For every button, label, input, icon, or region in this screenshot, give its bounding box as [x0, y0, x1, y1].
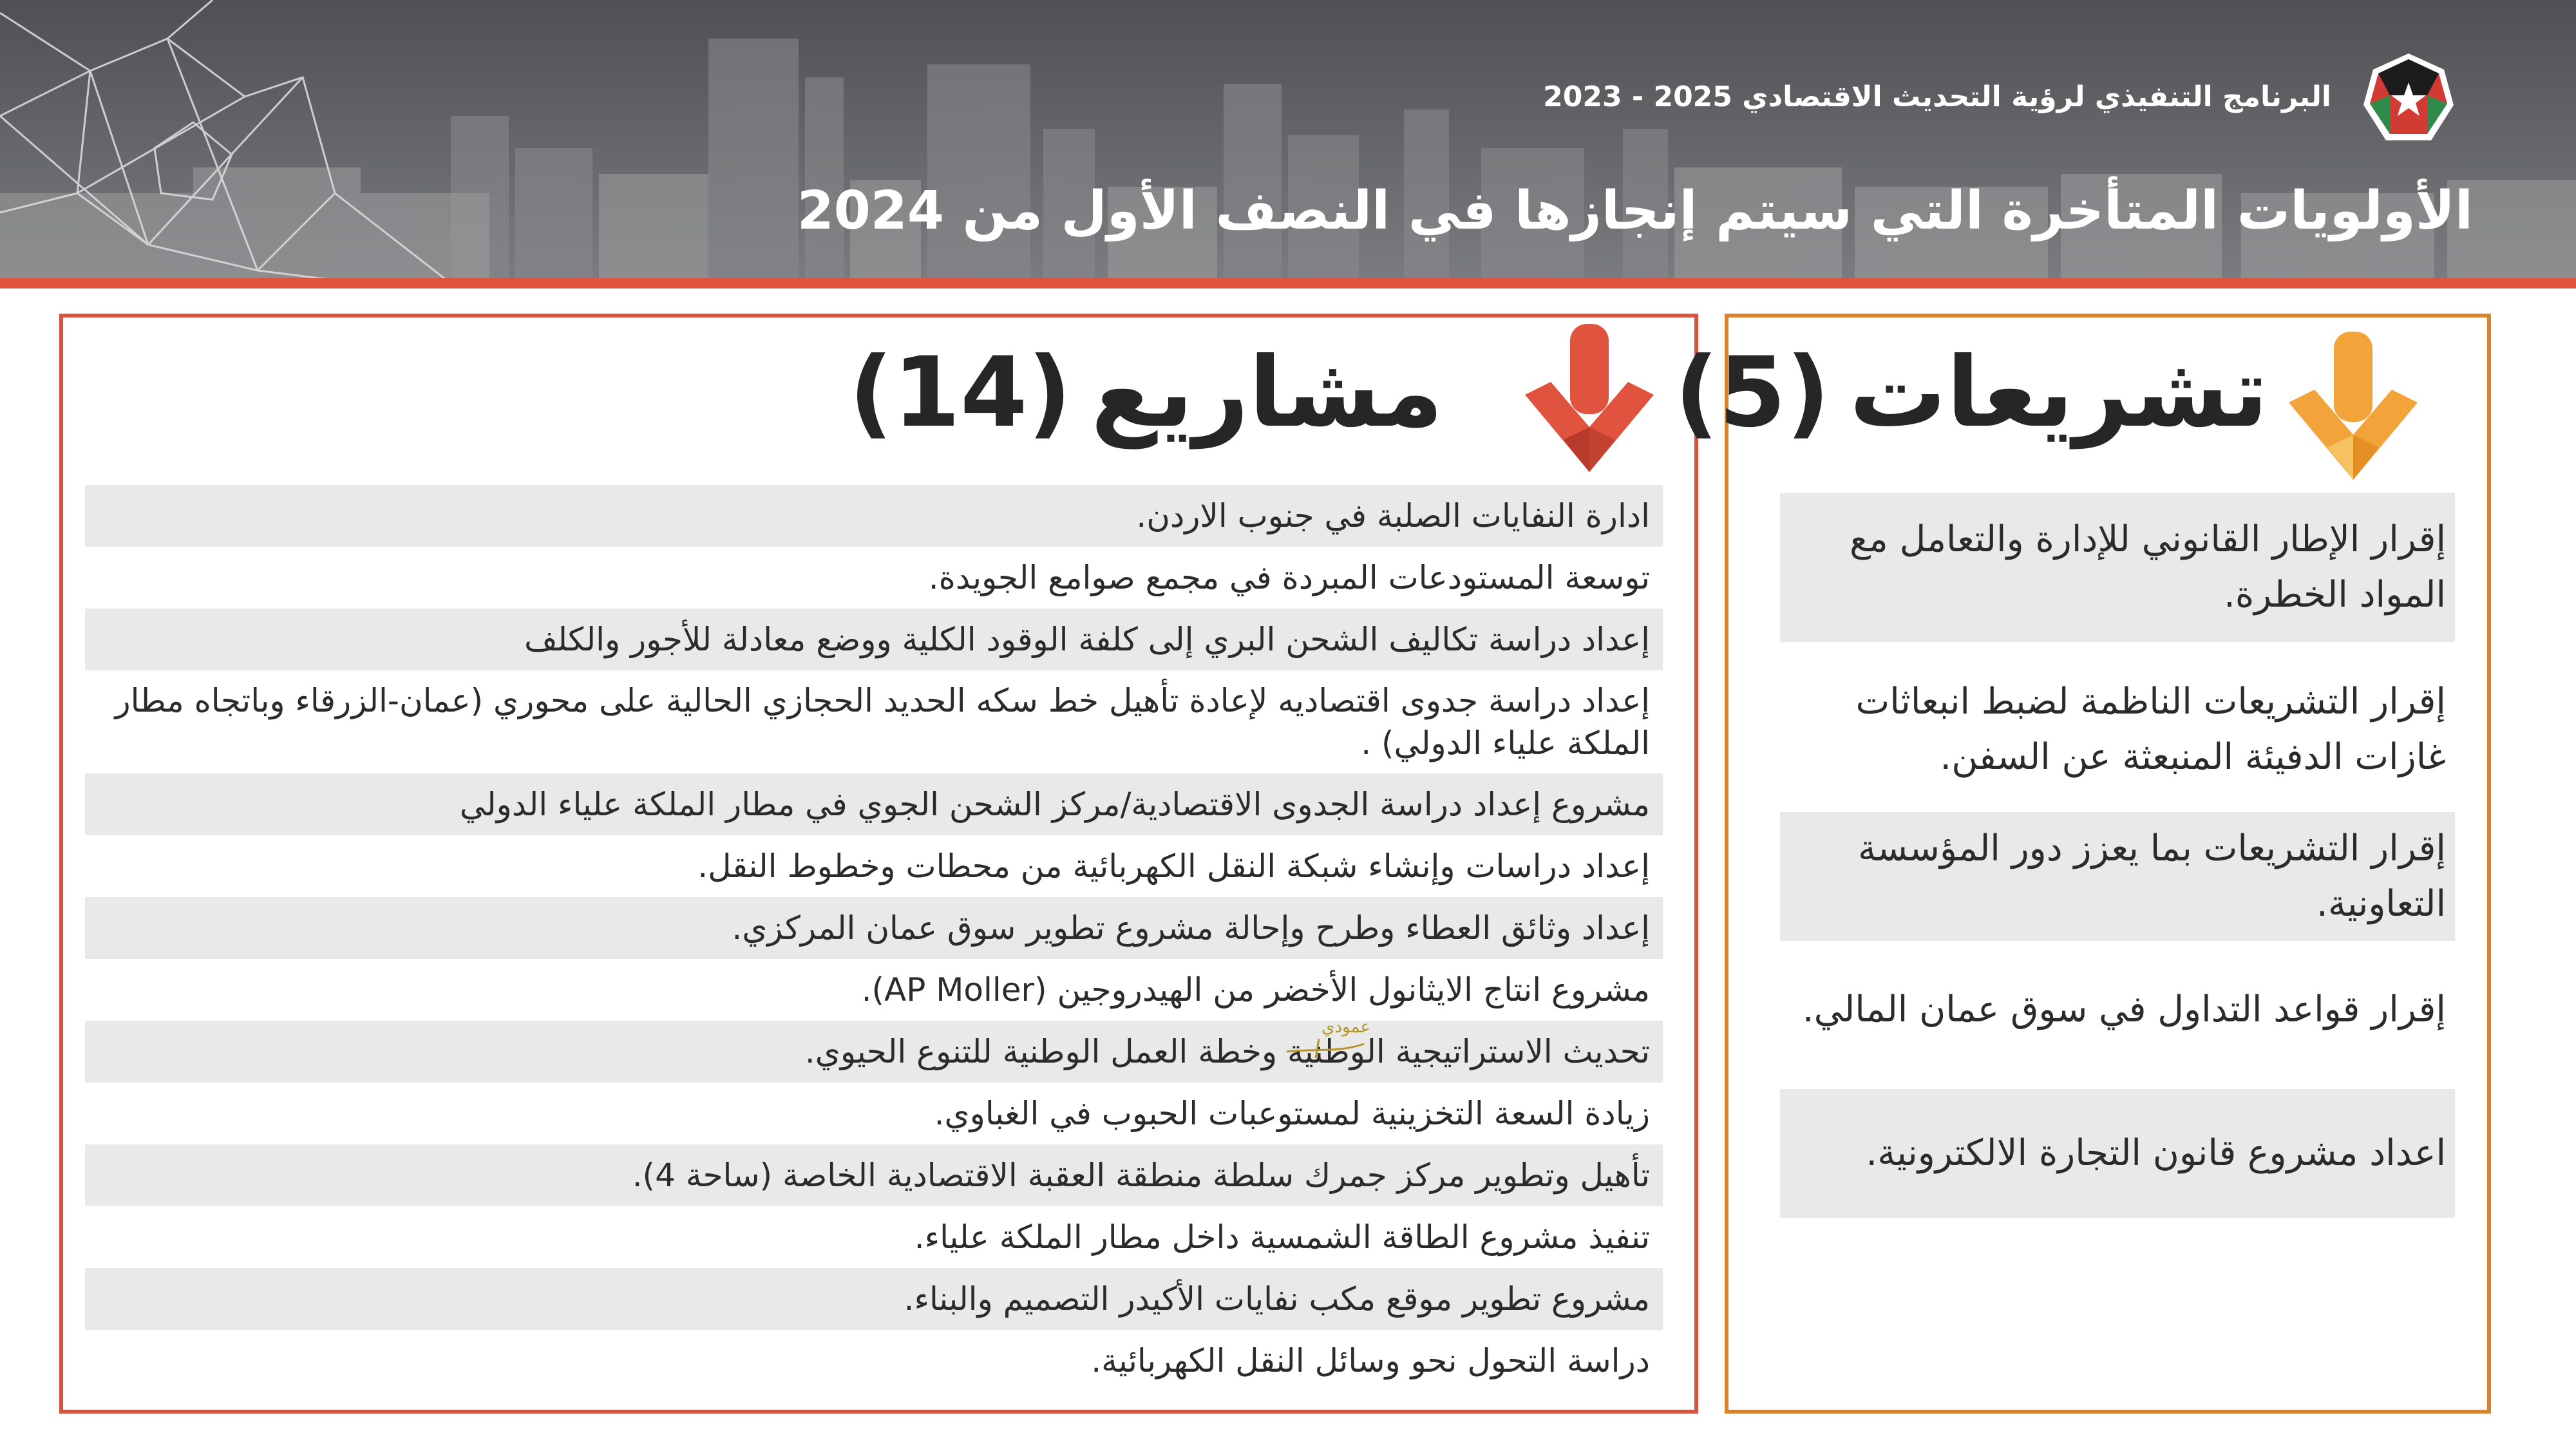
list-item: تأهيل وتطوير مركز جمرك سلطة منطقة العقبة الاقتصادية الخاصة (ساحة 4). [85, 1144, 1663, 1206]
handwritten-annotation [1280, 1013, 1396, 1071]
projects-count: (14) [849, 337, 1072, 449]
projects-heading-label: مشاريع [1091, 337, 1443, 449]
list-item [1780, 812, 2455, 941]
header-banner [0, 0, 2576, 283]
down-arrow-icon [2289, 332, 2418, 480]
header-divider [0, 278, 2576, 289]
program-years: 2023 - 2025 [1543, 80, 1732, 113]
law-text: إقرار الإطار القانوني للإدارة والتعامل مع المواد الخطرة. [1850, 518, 2446, 616]
list-item [1780, 662, 2455, 797]
list-item: تحديث الاستراتيجية الوطنية وخطة العمل الوطنية للتنوع الحيوي. [85, 1021, 1663, 1083]
list-item: ادارة النفايات الصلبة في جنوب الاردن. [85, 485, 1663, 547]
law-text: إقرار قواعد التداول في سوق عمان المالي. [1802, 989, 2446, 1030]
list-item: إعداد دراسة جدوى اقتصاديه لإعادة تأهيل خط سكه الحديد الحجازي الحالية على محوري (عمان-الزرقاء وباتجاه مطار الملكة علياء الدولي) . [115, 682, 1650, 762]
projects-panel [59, 314, 1698, 1414]
down-arrow-icon [1525, 324, 1654, 472]
legislation-panel [1674, 314, 2491, 1414]
list-item: توسعة المستودعات المبردة في مجمع صوامع الجويدة. [928, 559, 1650, 596]
annotation-text: عمودي [1321, 1018, 1370, 1037]
list-item: إعداد دراسات وإنشاء شبكة النقل الكهربائية من محطات وخطوط النقل. [697, 848, 1650, 885]
list-item: مشروع إعداد دراسة الجدوى الاقتصادية/مركز الشحن الجوي في مطار الملكة علياء الدولي [85, 773, 1663, 835]
page-title: الأولويات المتأخرة التي سيتم إنجازها في النصف الأول من 2024 [797, 180, 2473, 242]
program-subtitle [1543, 80, 2331, 113]
jordan-emblem-logo [2360, 50, 2457, 147]
projects-heading [849, 337, 1443, 449]
projects-list [85, 485, 1663, 1392]
law-text: إقرار التشريعات الناظمة لضبط انبعاثات غازات الدفيئة المنبعثة عن السفن. [1855, 681, 2446, 778]
list-item: مشروع انتاج الايثانول الأخضر من الهيدروجين (AP Moller). [861, 971, 1650, 1009]
list-item: مشروع تطوير موقع مكب نفايات الأكيدر التصميم والبناء. [85, 1268, 1663, 1330]
program-name: البرنامج التنفيذي لرؤية التحديث الاقتصادي [1742, 80, 2331, 113]
law-text: إقرار التشريعات بما يعزز دور المؤسسة التعاونية. [1857, 828, 2446, 925]
list-item: زيادة السعة التخزينية لمستوعبات الحبوب في الغباوي. [934, 1095, 1650, 1132]
list-item: تنفيذ مشروع الطاقة الشمسية داخل مطار الملكة علياء. [914, 1218, 1650, 1256]
list-item: إعداد وثائق العطاء وطرح وإحالة مشروع تطوير سوق عمان المركزي. [85, 897, 1663, 959]
legislation-heading-label: تشريعات [1849, 337, 2268, 449]
legislation-heading [1674, 337, 2268, 449]
legislation-count: (5) [1674, 337, 1830, 449]
list-item [1780, 945, 2455, 1074]
list-item: إعداد دراسة تكاليف الشحن البري إلى كلفة الوقود الكلية ووضع معادلة للأجور والكلف [85, 609, 1663, 670]
list-item [1780, 1089, 2455, 1218]
law-text: اعداد مشروع قانون التجارة الالكترونية. [1866, 1132, 2446, 1174]
list-item: دراسة التحول نحو وسائل النقل الكهربائية. [1091, 1342, 1650, 1379]
list-item [1780, 493, 2455, 642]
